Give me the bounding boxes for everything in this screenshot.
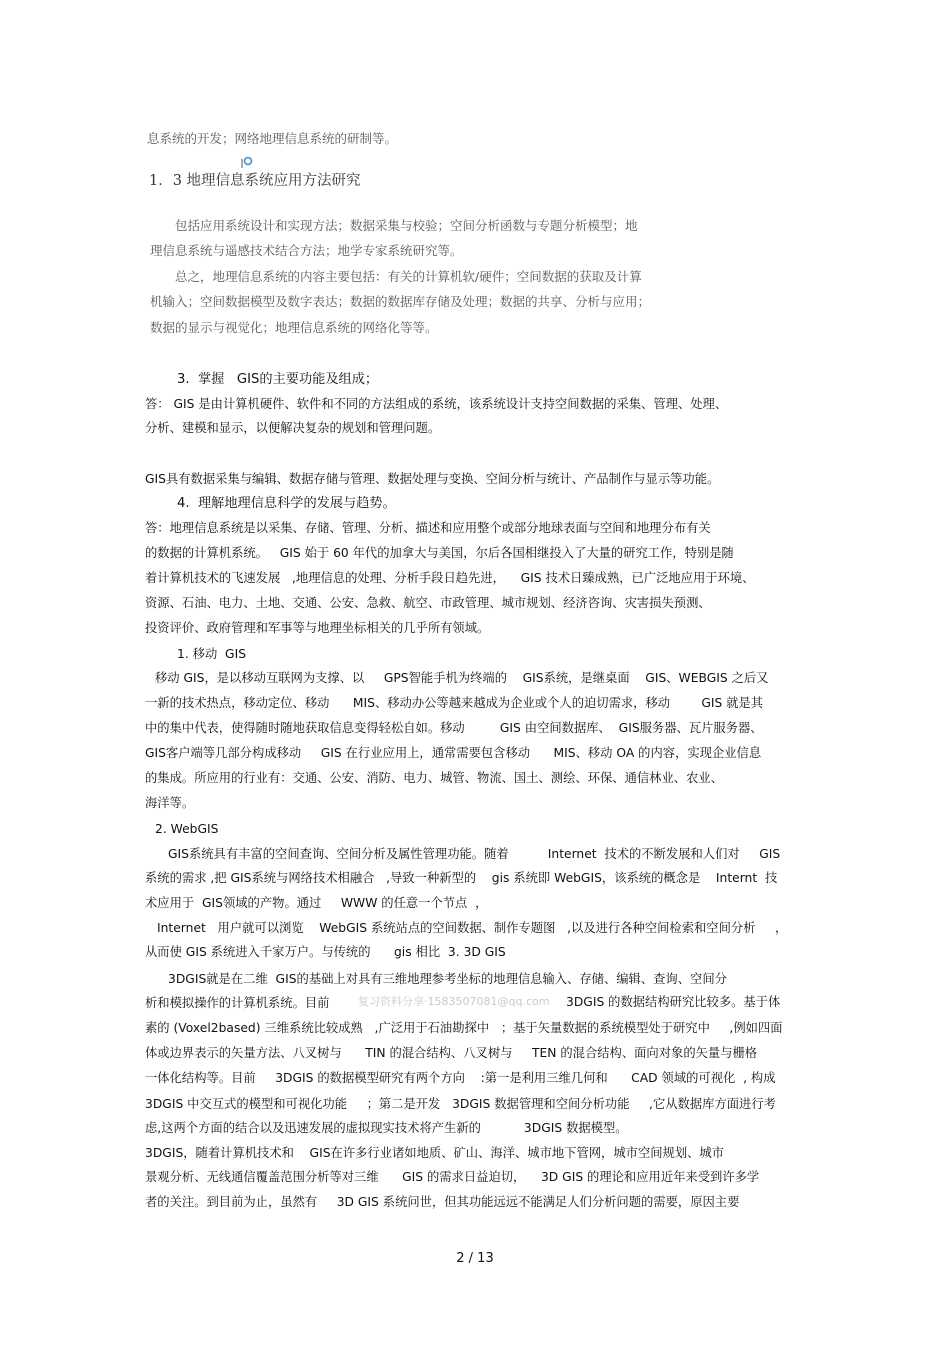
- text-line: GIS具有数据采集与编辑、数据存储与管理、数据处理与变换、空间分析与统计、产品制作与显示等功能。: [145, 472, 720, 486]
- text-line: GIS系统具有丰富的空间查询、空间分析及属性管理功能。随着 Internet 技术的不断发展和人们对 GIS: [168, 847, 781, 861]
- cursor-icon: [241, 156, 253, 168]
- scan-line: 包括应用系统设计和实现方法；数据采集与校验；空间分析函数与专题分析模型；地: [175, 218, 638, 233]
- scan-line: 机输入；空间数据模型及数字表达；数据的数据库存储及处理；数据的共享、分析与应用；: [150, 294, 651, 309]
- text-line: 析和模拟操作的计算机系统。目前: [145, 996, 330, 1010]
- text-line: 投资评价、政府管理和军事等与地理坐标相关的几乎所有领域。: [145, 621, 490, 635]
- text-line: 一体化结构等。目前 3DGIS 的数据模型研究有两个方向 :第一是利用三维几何和 CAD 领域的可视化 , 构成: [145, 1071, 776, 1085]
- scan-heading: 1．3 地理信息系统应用方法研究: [149, 173, 361, 189]
- text-line: 海洋等。: [145, 796, 195, 810]
- text-line: 3DGIS，随着计算机技术和 GIS在许多行业诸如地质、矿山、海洋、城市地下管网，城市空间规划、城市: [145, 1146, 725, 1160]
- text-line: 从而使 GIS 系统进入千家万户。与传统的 gis 相比 3. 3D GIS: [145, 945, 506, 959]
- scan-line: 数据的显示与视觉化；地理信息系统的网络化等等。: [150, 320, 438, 335]
- text-line: 3DGIS就是在二维 GIS的基础上对具有三维地理参考坐标的地理信息输入、存储、编辑、查询、空间分: [168, 972, 727, 986]
- text-line: 着计算机技术的飞速发展 ,地理信息的处理、分析手段日趋先进， GIS 技术日臻成熟，已广泛地应用于环境、: [145, 571, 755, 585]
- text-line: 分析、建模和显示，以便解决复杂的规划和管理问题。: [145, 421, 441, 435]
- text-line: GIS客户端等几部分构成移动 GIS 在行业应用上，通常需要包含移动 MIS、移动 OA 的内容，实现企业信息: [145, 746, 762, 760]
- scanned-image: [0, 0, 950, 340]
- text-line: 3DGIS 中交互式的模型和可视化功能 ；第二是开发 3DGIS 数据管理和空间分析功能 ,它从数据库方面进行考: [145, 1097, 776, 1111]
- text-line: 资源、石油、电力、土地、交通、公安、急救、航空、市政管理、城市规划、经济咨询、灾害损失预测、: [145, 596, 711, 610]
- page-number: 2 / 13: [456, 1251, 494, 1266]
- text-line: 2. WebGIS: [155, 822, 219, 836]
- text-line: 体或边界表示的矢量方法、八叉树与 TIN 的混合结构、八叉树与 TEN 的混合结构、面向对象的矢量与栅格: [145, 1046, 758, 1060]
- text-line: 移动 GIS，是以移动互联网为支撑、以 GPS智能手机为终端的 GIS系统，是继桌面 GIS、WEBGIS 之后又: [155, 671, 769, 685]
- text-line: 术应用于 GIS领域的产物。通过 WWW 的任意一个节点 ，: [145, 896, 488, 910]
- text-line: 素的 (Voxel2based) 三维系统比较成熟 ,广泛用于石油勘探中 ；基于矢量数据的系统模型处于研究中 ,例如四面: [145, 1021, 783, 1035]
- text-line: 中的集中代表，使得随时随地获取信息变得轻松自如。移动 GIS 由空间数据库、 GIS服务器、瓦片服务器、: [145, 721, 763, 735]
- text-line: 的集成。所应用的行业有：交通、公安、消防、电力、城管、物流、国土、测绘、环保、通信林业、农业、: [145, 771, 723, 785]
- text-line: 答：地理信息系统是以采集、存储、管理、分析、描述和应用整个或部分地球表面与空间和地理分布有关: [145, 521, 711, 535]
- text-line: 1. 移动 GIS: [177, 647, 247, 661]
- watermark: 复习资料分享·1583507081@qq.com: [358, 995, 550, 1008]
- section-heading: 3. 掌握 GIS的主要功能及组成；: [177, 372, 379, 387]
- text-line: 虑,这两个方面的结合以及迅速发展的虚拟现实技术将产生新的 3DGIS 数据模型。: [145, 1121, 628, 1135]
- text-line: 答： GIS 是由计算机硬件、软件和不同的方法组成的系统，该系统设计支持空间数据的采集、管理、处理、: [145, 397, 728, 411]
- text-line: Internet 用户就可以浏览 WebGIS 系统站点的空间数据、制作专题图 ,以及进行各种空间检索和空间分析 ，: [157, 921, 788, 935]
- text-line: 一新的技术热点，移动定位、移动 MIS、移动办公等越来越成为企业或个人的迫切需求，移动 GIS 就是其: [145, 696, 764, 710]
- text-line: 景观分析、无线通信覆盖范围分析等对三维 GIS 的需求日益迫切， 3D GIS 的理论和应用近年来受到许多学: [145, 1170, 760, 1184]
- scan-line: 息系统的开发；网络地理信息系统的研制等。: [147, 131, 398, 146]
- scan-line: 理信息系统与遥感技术结合方法；地学专家系统研究等。: [150, 243, 463, 258]
- section-heading: 4. 理解地理信息科学的发展与趋势。: [177, 496, 396, 511]
- scan-line: 总之，地理信息系统的内容主要包括：有关的计算机软/硬件；空间数据的获取及计算: [175, 269, 642, 284]
- text-line: 系统的需求 ,把 GIS系统与网络技术相融合 ,导致一种新型的 gis 系统即 WebGIS，该系统的概念是 Internt 技: [145, 871, 778, 885]
- text-line: 者的关注。到目前为止，虽然有 3D GIS 系统问世，但其功能远远不能满足人们分析问题的需要，原因主要: [145, 1195, 740, 1209]
- text-line: 的数据的计算机系统。 GIS 始于 60 年代的加拿大与美国，尔后各国相继投入了大量的研究工作，特别是随: [145, 546, 734, 560]
- text-line: 3DGIS 的数据结构研究比较多。基于体: [566, 995, 781, 1009]
